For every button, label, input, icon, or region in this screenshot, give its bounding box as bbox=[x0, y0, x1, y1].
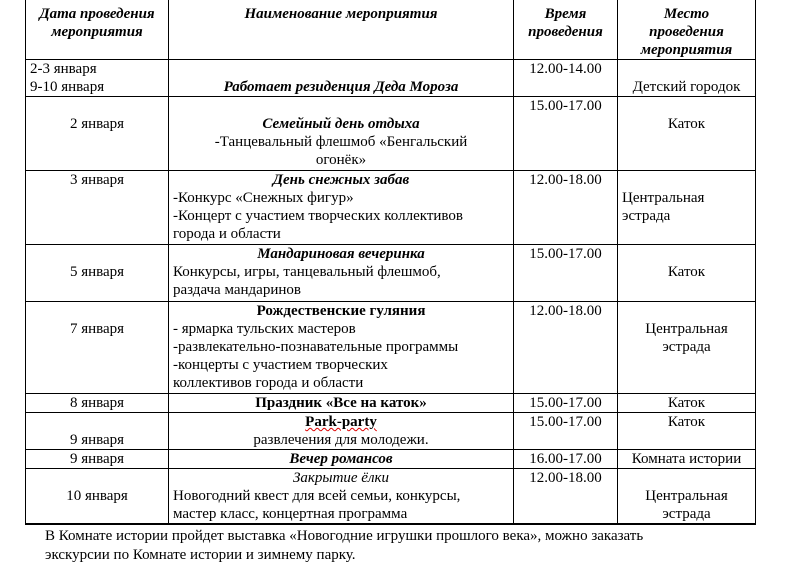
event-title: День снежных забав bbox=[272, 172, 410, 188]
place-text: Каток bbox=[667, 414, 706, 430]
time-text: 15.00-17.00 bbox=[529, 246, 602, 262]
event-title: Park-party bbox=[305, 414, 377, 430]
table-header bbox=[26, 0, 756, 60]
header-text: мероприятия bbox=[51, 24, 143, 40]
date-cell bbox=[26, 171, 169, 245]
place-text: Каток bbox=[667, 116, 706, 132]
date-text: 8 января bbox=[69, 395, 125, 411]
event-title: Работает резиденция Деда Мороза bbox=[223, 79, 459, 95]
event-line: - ярмарка тульских мастеров bbox=[173, 321, 356, 337]
place-text: эстрада bbox=[622, 208, 671, 224]
event-cell bbox=[169, 450, 514, 469]
event-cell bbox=[169, 394, 514, 413]
event-line: Конкурсы, игры, танцевальный флешмоб, bbox=[173, 264, 441, 280]
event-line: Новогодний квест для всей семьи, конкурсы, bbox=[173, 488, 461, 504]
place-cell bbox=[618, 302, 756, 394]
time-text: 12.00-18.00 bbox=[529, 470, 602, 486]
place-text: Каток bbox=[667, 395, 706, 411]
header-text: мероприятия bbox=[640, 42, 733, 58]
time-cell bbox=[514, 60, 618, 97]
event-cell bbox=[169, 413, 514, 450]
events-table bbox=[25, 0, 756, 525]
time-cell bbox=[514, 469, 618, 525]
place-text: Центральная bbox=[645, 321, 728, 337]
event-title: Закрытие ёлки bbox=[292, 470, 390, 486]
table-row bbox=[26, 394, 756, 413]
table-row bbox=[26, 302, 756, 394]
date-text: 10 января bbox=[66, 488, 128, 504]
event-cell bbox=[169, 171, 514, 245]
time-text: 15.00-17.00 bbox=[529, 395, 602, 411]
header-text: Место bbox=[663, 6, 710, 22]
table-row bbox=[26, 60, 756, 97]
place-cell bbox=[618, 245, 756, 302]
footer-line: экскурсии по Комнате истории и зимнему парку. bbox=[45, 547, 356, 563]
header-date bbox=[26, 0, 169, 60]
date-cell bbox=[26, 245, 169, 302]
header-place bbox=[618, 0, 756, 60]
table-row bbox=[26, 171, 756, 245]
event-cell bbox=[169, 60, 514, 97]
event-title: Семейный день отдыха bbox=[262, 116, 420, 132]
date-text: 3 января bbox=[69, 172, 125, 188]
place-text: Каток bbox=[667, 264, 706, 280]
date-cell bbox=[26, 413, 169, 450]
place-text: Комната истории bbox=[631, 451, 742, 467]
time-cell bbox=[514, 245, 618, 302]
place-cell bbox=[618, 469, 756, 525]
time-cell bbox=[514, 450, 618, 469]
time-cell bbox=[514, 302, 618, 394]
time-cell bbox=[514, 171, 618, 245]
event-line: -развлекательно-познавательные программы bbox=[173, 339, 459, 355]
event-cell bbox=[169, 97, 514, 171]
table-row bbox=[26, 469, 756, 525]
header-time bbox=[514, 0, 618, 60]
header-text: Дата проведения bbox=[39, 6, 155, 22]
place-cell bbox=[618, 413, 756, 450]
header-name bbox=[169, 0, 514, 60]
header-text: проведения bbox=[528, 24, 603, 40]
date-text: 9-10 января bbox=[30, 79, 105, 95]
event-line: -Танцевальный флешмоб «Бенгальский bbox=[214, 134, 468, 150]
event-cell bbox=[169, 469, 514, 525]
event-line: города и области bbox=[173, 226, 281, 242]
header-text: проведения bbox=[649, 24, 724, 40]
time-cell bbox=[514, 413, 618, 450]
event-title: Рождественские гуляния bbox=[256, 303, 426, 319]
event-line: -Концерт с участием творческих коллективов bbox=[173, 208, 463, 224]
date-cell bbox=[26, 450, 169, 469]
event-title: Вечер романсов bbox=[289, 451, 393, 467]
time-text: 12.00-18.00 bbox=[529, 303, 602, 319]
date-cell bbox=[26, 469, 169, 525]
table-row bbox=[26, 413, 756, 450]
event-line: раздача мандаринов bbox=[173, 282, 301, 298]
event-title: Мандариновая вечеринка bbox=[257, 246, 425, 262]
date-text: 7 января bbox=[69, 321, 125, 337]
time-cell bbox=[514, 97, 618, 171]
table-row bbox=[26, 450, 756, 469]
event-cell bbox=[169, 245, 514, 302]
time-text: 16.00-17.00 bbox=[529, 451, 602, 467]
place-cell bbox=[618, 394, 756, 413]
table-row bbox=[26, 245, 756, 302]
date-cell bbox=[26, 97, 169, 171]
place-cell bbox=[618, 450, 756, 469]
place-text: Детский городок bbox=[632, 79, 741, 95]
date-text: 2-3 января bbox=[30, 61, 97, 77]
date-cell bbox=[26, 394, 169, 413]
footer-note bbox=[45, 527, 755, 565]
event-line: мастер класс, концертная программа bbox=[173, 506, 408, 522]
event-line: коллективов города и области bbox=[173, 375, 364, 391]
event-line: -концерты с участием творческих bbox=[173, 357, 388, 373]
date-text: 9 января bbox=[69, 451, 125, 467]
event-line: развлечения для молодежи. bbox=[253, 432, 429, 448]
time-text: 15.00-17.00 bbox=[529, 98, 602, 114]
header-text: Время bbox=[544, 6, 587, 22]
place-text: Центральная bbox=[645, 488, 728, 504]
event-title: Праздник «Все на каток» bbox=[255, 395, 427, 411]
date-cell bbox=[26, 302, 169, 394]
place-text: эстрада bbox=[662, 339, 711, 355]
place-text: эстрада bbox=[662, 506, 711, 522]
event-line: огонёк» bbox=[315, 152, 367, 168]
time-text: 12.00-18.00 bbox=[529, 172, 602, 188]
place-text: Центральная bbox=[622, 190, 705, 206]
date-text: 5 января bbox=[69, 264, 125, 280]
document-body bbox=[25, 0, 755, 565]
place-cell bbox=[618, 60, 756, 97]
event-cell bbox=[169, 302, 514, 394]
place-cell bbox=[618, 97, 756, 171]
event-line: -Конкурс «Снежных фигур» bbox=[173, 190, 354, 206]
footer-line: В Комнате истории пройдет выставка «Новогодние игрушки прошлого века», можно заказать bbox=[45, 528, 644, 544]
time-text: 15.00-17.00 bbox=[529, 414, 602, 430]
time-cell bbox=[514, 394, 618, 413]
table-row bbox=[26, 97, 756, 171]
date-text: 2 января bbox=[69, 116, 125, 132]
date-cell bbox=[26, 60, 169, 97]
header-text: Наименование мероприятия bbox=[244, 6, 438, 22]
place-cell bbox=[618, 171, 756, 245]
time-text: 12.00-14.00 bbox=[529, 61, 602, 77]
date-text: 9 января bbox=[69, 432, 125, 448]
